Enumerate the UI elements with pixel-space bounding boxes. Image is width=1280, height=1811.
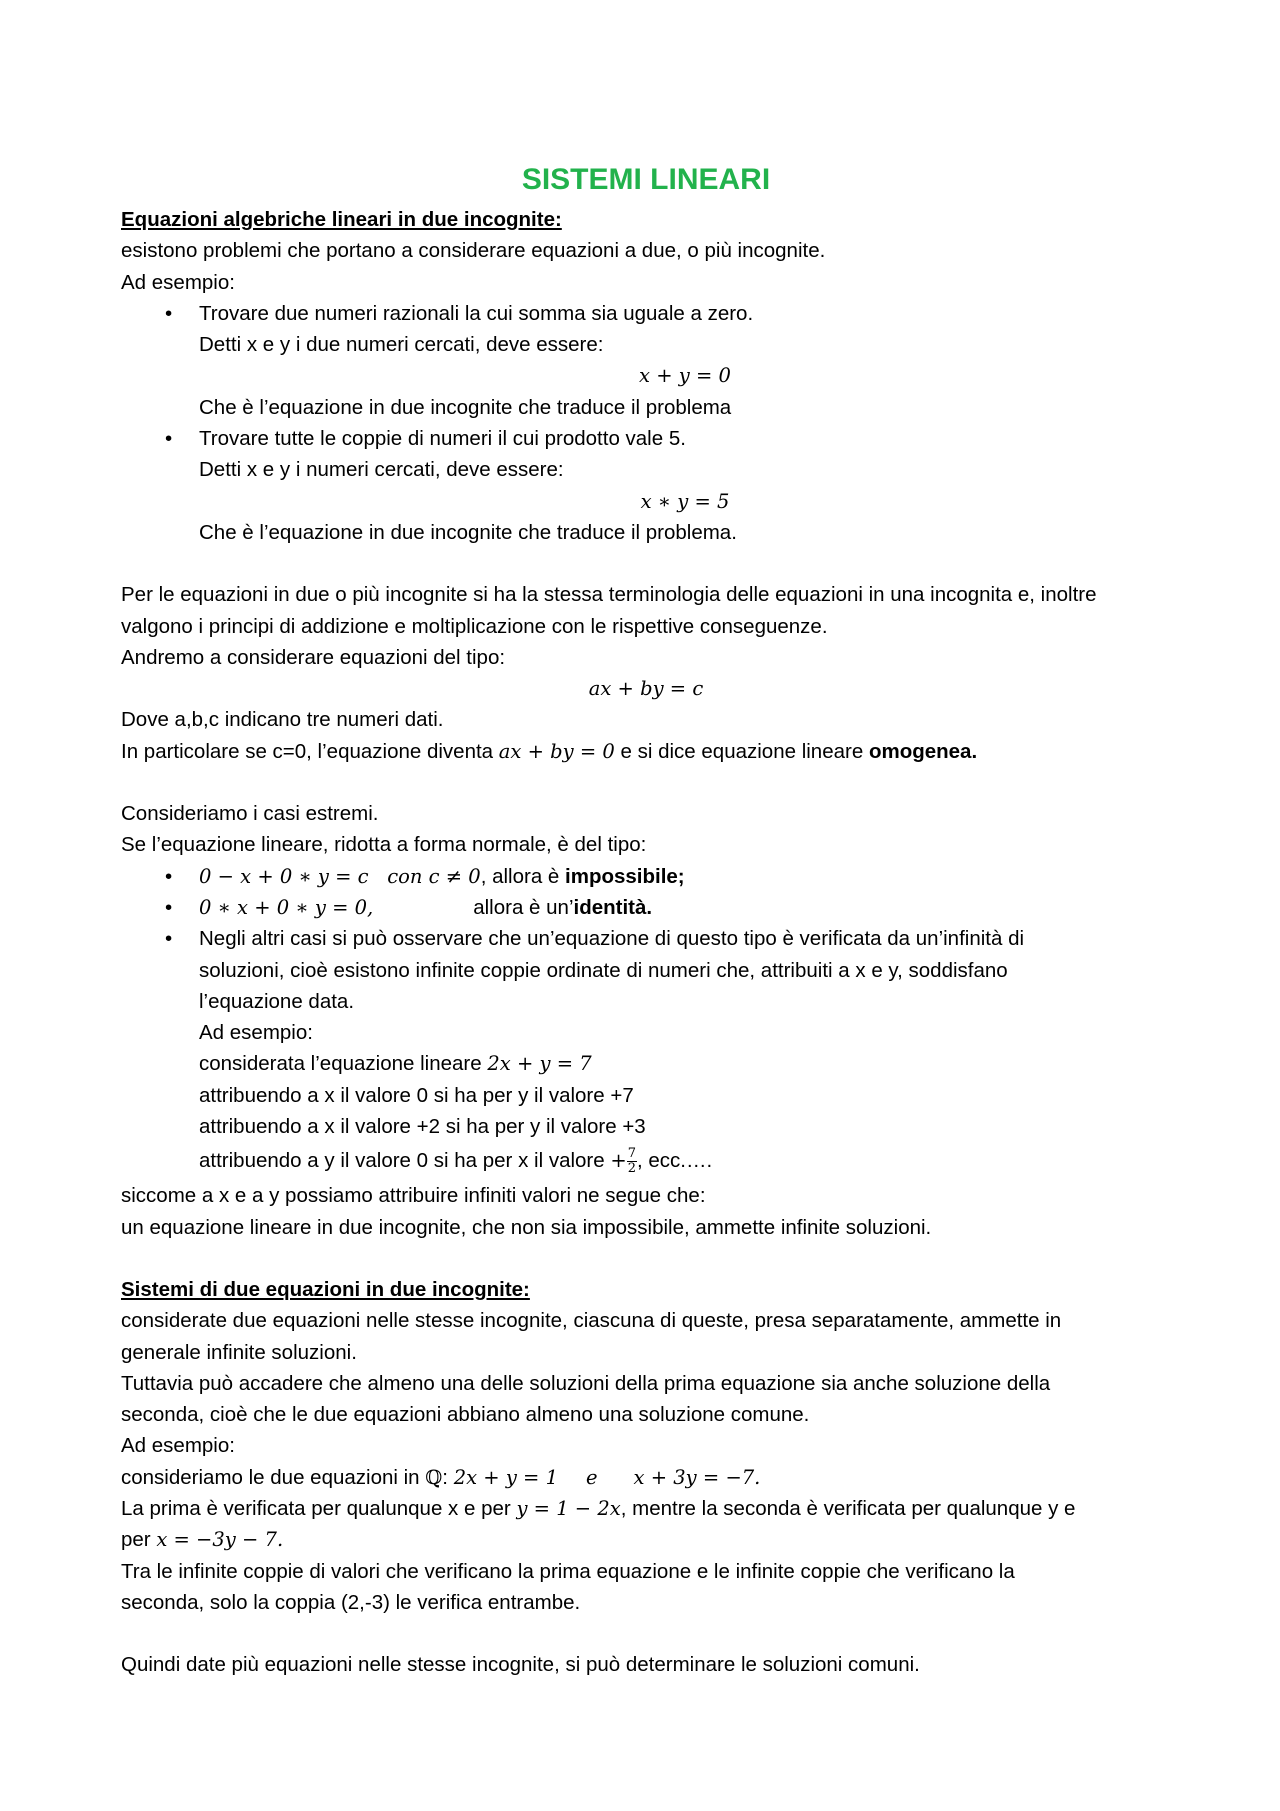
text: per xyxy=(121,1528,157,1552)
paragraph xyxy=(121,1462,1171,1493)
text: considerata l’equazione lineare xyxy=(199,1052,488,1076)
fraction xyxy=(627,1147,637,1176)
formula: 2x + y = 1 xyxy=(453,1465,558,1489)
section-heading-linear-equations: Equazioni algebriche lineari in due incognite: xyxy=(121,208,562,231)
page-title: SISTEMI LINEARI xyxy=(521,163,771,196)
bullet-icon: • xyxy=(165,895,173,919)
fraction-numerator: 7 xyxy=(627,1146,636,1162)
list-item-text: l’equazione data. xyxy=(199,989,355,1013)
paragraph: Tra le infinite coppie di valori che verificano la prima equazione e le infinite coppie che verificano la xyxy=(121,1559,1015,1583)
list-item xyxy=(121,298,1171,423)
formula: 0 − x + 0 ∗ y = c con c ≠ 0 xyxy=(199,864,481,888)
paragraph: Quindi date più equazioni nelle stesse incognite, si può determinare le soluzioni comuni. xyxy=(121,1653,920,1677)
list-item xyxy=(121,861,1171,892)
list-item-text: Ad esempio: xyxy=(199,1021,313,1045)
paragraph: Ad esempio: xyxy=(121,1434,235,1458)
list-item-text: soluzioni, cioè esistono infinite coppie ordinate di numeri che, attribuiti a x e y, soddisfano xyxy=(199,958,1008,982)
list-item-text: Che è l’equazione in due incognite che traduce il problema xyxy=(199,395,732,419)
paragraph: considerate due equazioni nelle stesse incognite, ciascuna di queste, presa separatamente, ammette in xyxy=(121,1309,1062,1333)
paragraph xyxy=(121,1493,1171,1524)
text: allora è un’ xyxy=(473,895,574,919)
list-item-text: Che è l’equazione in due incognite che traduce il problema. xyxy=(199,520,737,544)
formula: + xyxy=(610,1149,627,1173)
formula: 2x + y = 7 xyxy=(487,1052,592,1076)
list-item-text: Detti x e y i due numeri cercati, deve essere: xyxy=(199,333,604,357)
text: attribuendo a y il valore 0 si ha per x il valore xyxy=(199,1149,611,1173)
bold-term: omogenea. xyxy=(868,739,978,763)
paragraph: valgono i principi di addizione e moltiplicazione con le rispettive conseguenze. xyxy=(121,614,828,638)
text: La prima è verificata per qualunque x e per xyxy=(121,1496,517,1520)
text: , allora è xyxy=(480,864,566,888)
paragraph xyxy=(121,736,1171,767)
formula: x = −3y − 7. xyxy=(156,1528,284,1552)
document-page xyxy=(121,158,1171,1680)
set-symbol: ℚ xyxy=(425,1465,443,1489)
list-item-text: Detti x e y i numeri cercati, deve essere: xyxy=(199,458,564,482)
list-item xyxy=(121,892,1171,923)
bullet-icon: • xyxy=(165,301,173,325)
text: , mentre la seconda è verificata per qualunque y e xyxy=(620,1496,1076,1520)
fraction-denominator: 2 xyxy=(627,1161,636,1177)
text: consideriamo le due equazioni in xyxy=(121,1465,426,1489)
cases-list xyxy=(121,861,1171,1181)
list-item-text xyxy=(199,861,1171,892)
bullet-icon: • xyxy=(165,427,173,451)
paragraph: Dove a,b,c indicano tre numeri dati. xyxy=(121,708,444,732)
paragraph: seconda, solo la coppia (2,-3) le verifica entrambe. xyxy=(121,1590,581,1614)
list-item xyxy=(121,423,1171,548)
paragraph: Per le equazioni in due o più incognite si ha la stessa terminologia delle equazioni in una incognita e, inoltre xyxy=(121,583,1097,607)
list-item-text xyxy=(199,892,1171,923)
paragraph: generale infinite soluzioni. xyxy=(121,1340,357,1364)
paragraph: un equazione lineare in due incognite, che non sia impossibile, ammette infinite soluzioni. xyxy=(121,1215,932,1239)
list-item-text: Trovare tutte le coppie di numeri il cui prodotto vale 5. xyxy=(199,427,686,451)
formula: x ∗ y = 5 xyxy=(640,489,730,513)
text: , ecc.…. xyxy=(636,1149,713,1173)
paragraph: Andremo a considerare equazioni del tipo: xyxy=(121,645,506,669)
text: : xyxy=(442,1465,454,1489)
paragraph: Consideriamo i casi estremi. xyxy=(121,802,379,826)
list-item-text: attribuendo a x il valore 0 si ha per y il valore +7 xyxy=(199,1083,634,1107)
text: In particolare se c=0, l’equazione diventa xyxy=(121,739,499,763)
formula: ax + by = 0 xyxy=(498,739,615,763)
bullet-icon: • xyxy=(165,864,173,888)
paragraph: siccome a x e a y possiamo attribuire infiniti valori ne segue che: xyxy=(121,1184,706,1208)
bold-term: impossibile; xyxy=(565,864,685,888)
paragraph: esistono problemi che portano a considerare equazioni a due, o più incognite. xyxy=(121,239,826,263)
paragraph: Ad esempio: xyxy=(121,270,235,294)
list-item xyxy=(121,923,1171,1180)
text: e si dice equazione lineare xyxy=(614,739,869,763)
formula: ax + by = c xyxy=(588,677,704,701)
bullet-icon: • xyxy=(165,927,173,951)
list-item-text xyxy=(199,1048,1171,1079)
paragraph: seconda, cioè che le due equazioni abbiano almeno una soluzione comune. xyxy=(121,1403,810,1427)
paragraph xyxy=(121,1524,1171,1555)
formula: x + 3y = −7. xyxy=(633,1465,761,1489)
formula: e xyxy=(586,1465,598,1489)
examples-list xyxy=(121,298,1171,548)
formula: x + y = 0 xyxy=(639,364,731,388)
section-heading-systems: Sistemi di due equazioni in due incognite: xyxy=(121,1277,530,1301)
formula: 0 ∗ x + 0 ∗ y = 0, xyxy=(199,895,374,919)
list-item-text: Negli altri casi si può osservare che un’equazione di questo tipo è verificata da un’infinità di xyxy=(199,927,1025,951)
paragraph: Se l’equazione lineare, ridotta a forma normale, è del tipo: xyxy=(121,833,647,857)
list-item-text xyxy=(199,1142,1171,1180)
list-item-text: attribuendo a x il valore +2 si ha per y il valore +3 xyxy=(199,1115,646,1139)
paragraph: Tuttavia può accadere che almeno una delle soluzioni della prima equazione sia anche soluzione della xyxy=(121,1371,1051,1395)
list-item-text: Trovare due numeri razionali la cui somma sia uguale a zero. xyxy=(199,301,754,325)
bold-term: identità. xyxy=(573,895,653,919)
formula: y = 1 − 2x xyxy=(516,1496,621,1520)
